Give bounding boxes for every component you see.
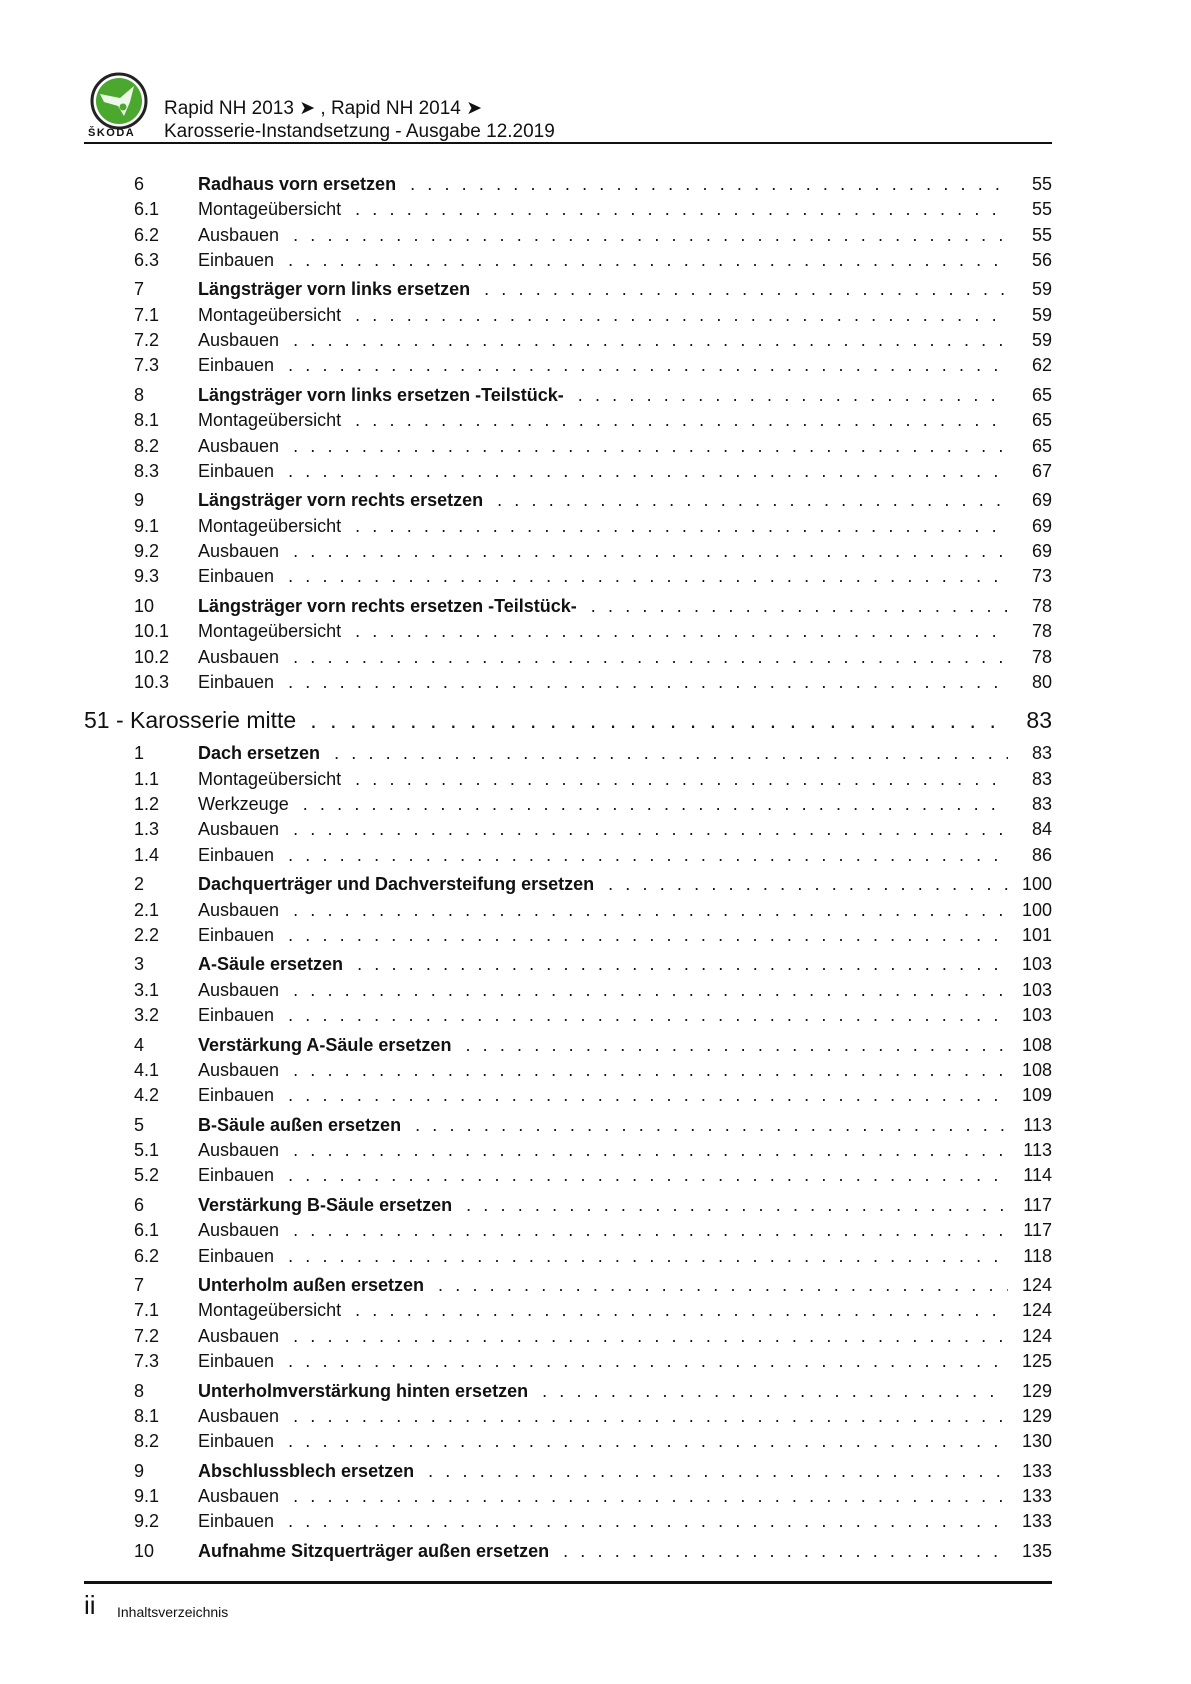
toc-subsection[interactable] — [84, 225, 1052, 250]
toc-subsection[interactable] — [84, 541, 1052, 566]
toc-page: 65 — [1031, 410, 1052, 431]
toc-page: 118 — [1023, 1245, 1052, 1266]
toc-title: Ausbauen — [198, 819, 280, 840]
toc-title: Aufnahme Sitzquerträger außen ersetzen — [198, 1541, 550, 1561]
footer-label: Inhaltsverzeichnis — [117, 1604, 229, 1620]
toc-subsection[interactable] — [84, 1486, 1052, 1511]
toc-num: 9 — [134, 1460, 145, 1481]
toc-page: 117 — [1023, 1220, 1052, 1241]
toc-page: 125 — [1021, 1351, 1052, 1372]
toc-section[interactable] — [84, 954, 1052, 979]
toc-subsection[interactable] — [84, 621, 1052, 646]
toc-page: 113 — [1023, 1114, 1052, 1135]
toc-title: Ausbauen — [198, 979, 280, 1000]
toc-dot-leader — [357, 954, 1008, 975]
toc-num: 7.3 — [134, 355, 160, 376]
footer-divider — [84, 1581, 1052, 1584]
toc-title: Einbauen — [198, 460, 275, 481]
toc-title: Montageübersicht — [198, 768, 342, 789]
toc-page: 55 — [1031, 199, 1052, 220]
toc-dot-leader — [578, 385, 1008, 406]
toc-section[interactable] — [84, 1381, 1052, 1406]
toc-subsection[interactable] — [84, 566, 1052, 591]
toc-num: 9.2 — [134, 541, 160, 562]
toc-page: 135 — [1021, 1541, 1052, 1561]
toc-page: 124 — [1021, 1275, 1052, 1296]
toc-page: 101 — [1021, 924, 1052, 945]
toc-dot-leader — [542, 1381, 1008, 1402]
toc-title: Dach ersetzen — [198, 743, 321, 764]
toc-section[interactable] — [84, 1195, 1052, 1220]
toc-page: 55 — [1031, 224, 1052, 245]
toc-num: 6.2 — [134, 224, 160, 245]
toc-page: 73 — [1031, 566, 1052, 587]
toc-num: 7.1 — [134, 304, 160, 325]
header-divider — [84, 142, 1052, 144]
toc-subsection[interactable] — [84, 1085, 1052, 1110]
toc-dot-leader — [355, 516, 1008, 537]
toc-page: 78 — [1031, 595, 1052, 616]
toc-page: 124 — [1021, 1300, 1052, 1321]
toc-title: Ausbauen — [198, 1140, 280, 1161]
toc-subsection[interactable] — [84, 925, 1052, 950]
toc-num: 8.1 — [134, 410, 160, 431]
toc-num: 10.2 — [134, 646, 170, 667]
brand-name: ŠKODA — [88, 127, 136, 139]
toc-num: 5 — [134, 1114, 145, 1135]
toc-title: Montageübersicht — [198, 621, 342, 642]
toc-dot-leader — [293, 1060, 1008, 1081]
toc-num: 4.2 — [134, 1085, 160, 1106]
toc-subsection[interactable] — [84, 250, 1052, 275]
toc-title: Einbauen — [198, 566, 275, 587]
toc-num: 6 — [134, 174, 145, 194]
toc-num: 7 — [134, 279, 145, 300]
toc-num: 7 — [134, 1275, 145, 1296]
toc-page: 100 — [1021, 899, 1052, 920]
toc-chapter[interactable] — [84, 707, 1052, 739]
toc-title: Verstärkung A-Säule ersetzen — [198, 1034, 452, 1055]
toc-page: 55 — [1031, 174, 1052, 194]
toc-subsection[interactable] — [84, 672, 1052, 697]
toc-subsection[interactable] — [84, 305, 1052, 330]
toc-num: 10.1 — [134, 621, 170, 642]
toc-title: A-Säule ersetzen — [198, 954, 344, 975]
toc-num: 5.1 — [134, 1140, 160, 1161]
toc-num: 3 — [134, 954, 145, 975]
toc-title: Montageübersicht — [198, 1300, 342, 1321]
toc-dot-leader — [293, 1140, 1008, 1161]
toc-num: 6.3 — [134, 249, 160, 270]
toc-num: 2 — [134, 874, 145, 895]
toc-num: 9 — [134, 490, 145, 511]
toc-dot-leader — [355, 769, 1008, 790]
toc-page: 103 — [1021, 954, 1052, 975]
toc-num: 5.2 — [134, 1165, 160, 1186]
toc-dot-leader — [465, 1035, 1008, 1056]
toc-dot-leader — [293, 330, 1008, 351]
toc-section[interactable] — [84, 1541, 1052, 1566]
toc-dot-leader — [293, 647, 1008, 668]
skoda-logo — [90, 72, 148, 130]
toc-dot-leader — [608, 874, 1008, 895]
toc-page: 69 — [1031, 515, 1052, 536]
toc-section[interactable] — [84, 490, 1052, 515]
toc-subsection[interactable] — [84, 647, 1052, 672]
toc-page: 108 — [1021, 1059, 1052, 1080]
toc-title: Einbauen — [198, 844, 275, 865]
toc-dot-leader — [288, 1246, 1008, 1267]
toc-num: 3.2 — [134, 1004, 160, 1025]
toc-title: Ausbauen — [198, 1405, 280, 1426]
toc-subsection[interactable] — [84, 516, 1052, 541]
toc-title: Ausbauen — [198, 646, 280, 667]
header-models: Rapid NH 2013 ➤ , Rapid NH 2014 ➤ — [164, 98, 483, 119]
toc-dot-leader — [288, 672, 1008, 693]
toc-title: Einbauen — [198, 1085, 275, 1106]
toc-title: Abschlussblech ersetzen — [198, 1460, 415, 1481]
toc-num: 9.1 — [134, 1486, 160, 1507]
toc-dot-leader — [288, 1085, 1008, 1106]
toc-title: Unterholmverstärkung hinten ersetzen — [198, 1380, 529, 1401]
footer-page-number: ii — [84, 1590, 96, 1620]
toc-page: 83 — [1026, 707, 1052, 734]
toc-dot-leader — [310, 707, 1008, 734]
toc-title: Einbauen — [198, 1245, 275, 1266]
toc-num: 2.2 — [134, 924, 160, 945]
toc-page: 129 — [1021, 1380, 1052, 1401]
toc-section[interactable] — [84, 174, 1052, 199]
toc-subsection[interactable] — [84, 1165, 1052, 1190]
toc-dot-leader — [355, 621, 1008, 642]
toc-subsection[interactable] — [84, 769, 1052, 794]
toc-subsection[interactable] — [84, 1326, 1052, 1351]
toc-subsection[interactable] — [84, 1246, 1052, 1271]
toc-subsection[interactable] — [84, 1431, 1052, 1456]
toc-num: 4.1 — [134, 1059, 160, 1080]
toc-title: Unterholm außen ersetzen — [198, 1275, 425, 1296]
toc-num: 8 — [134, 1380, 145, 1401]
toc-title: Ausbauen — [198, 899, 280, 920]
toc-section[interactable] — [84, 1115, 1052, 1140]
toc-page: 69 — [1031, 490, 1052, 511]
toc-num: 9.1 — [134, 515, 160, 536]
toc-title: Einbauen — [198, 355, 275, 376]
toc-dot-leader — [293, 1220, 1008, 1241]
toc-dot-leader — [293, 819, 1008, 840]
toc-page: 130 — [1021, 1431, 1052, 1452]
toc-num: 2.1 — [134, 899, 160, 920]
toc-dot-leader — [293, 541, 1008, 562]
toc-page: 114 — [1023, 1165, 1052, 1186]
toc-page: 83 — [1031, 743, 1052, 764]
toc-title: B-Säule außen ersetzen — [198, 1114, 402, 1135]
toc-subsection[interactable] — [84, 1140, 1052, 1165]
toc-subsection[interactable] — [84, 819, 1052, 844]
toc-section[interactable] — [84, 596, 1052, 621]
toc-num: 7.3 — [134, 1351, 160, 1372]
toc-title: Einbauen — [198, 671, 275, 692]
toc-dot-leader — [591, 596, 1008, 617]
toc-title: Werkzeuge — [198, 794, 289, 815]
toc-dot-leader — [466, 1195, 1008, 1216]
toc-page: 84 — [1031, 819, 1052, 840]
toc-title: Ausbauen — [198, 224, 280, 245]
toc-dot-leader — [288, 1431, 1008, 1452]
toc-num: 8.2 — [134, 1431, 160, 1452]
toc-page: 62 — [1031, 355, 1052, 376]
header-title: Karosserie-Instandsetzung - Ausgabe 12.2019 — [164, 121, 555, 142]
toc-page: 133 — [1021, 1511, 1052, 1532]
toc-num: 6.2 — [134, 1245, 160, 1266]
toc-dot-leader — [497, 490, 1008, 511]
toc-dot-leader — [288, 461, 1008, 482]
toc-num: 8.2 — [134, 435, 160, 456]
toc-page: 80 — [1031, 671, 1052, 692]
toc-page: 133 — [1021, 1486, 1052, 1507]
toc-page: 129 — [1021, 1405, 1052, 1426]
toc-subsection[interactable] — [84, 461, 1052, 486]
toc-dot-leader — [293, 900, 1008, 921]
toc-page: 69 — [1031, 541, 1052, 562]
toc-page: 83 — [1031, 768, 1052, 789]
toc-dot-leader — [563, 1541, 1008, 1562]
toc-dot-leader — [438, 1275, 1008, 1296]
toc-title: Längsträger vorn rechts ersetzen — [198, 490, 484, 511]
toc-dot-leader — [355, 410, 1008, 431]
toc-num: 1 — [134, 743, 145, 764]
toc-title: Einbauen — [198, 924, 275, 945]
toc-num: 8 — [134, 384, 145, 405]
toc-num: 4 — [134, 1034, 145, 1055]
toc-dot-leader — [334, 743, 1008, 764]
toc-title: Montageübersicht — [198, 515, 342, 536]
toc-dot-leader — [293, 436, 1008, 457]
toc-title: Montageübersicht — [198, 199, 342, 220]
toc-num: 7.1 — [134, 1300, 160, 1321]
toc-dot-leader — [428, 1461, 1008, 1482]
toc-section[interactable] — [84, 1461, 1052, 1486]
toc-subsection[interactable] — [84, 1351, 1052, 1376]
toc-dot-leader — [484, 279, 1008, 300]
toc-title: Einbauen — [198, 1004, 275, 1025]
toc-title: Ausbauen — [198, 541, 280, 562]
toc-dot-leader — [355, 199, 1008, 220]
toc-page: 78 — [1031, 621, 1052, 642]
toc-title: Einbauen — [198, 1165, 275, 1186]
toc-dot-leader — [288, 1351, 1008, 1372]
toc-section[interactable] — [84, 1035, 1052, 1060]
toc-section[interactable] — [84, 279, 1052, 304]
toc-num: 6.1 — [134, 199, 160, 220]
toc-page: 59 — [1031, 304, 1052, 325]
toc-page: 78 — [1031, 646, 1052, 667]
toc-subsection[interactable] — [84, 1060, 1052, 1085]
toc-num: 7.2 — [134, 330, 160, 351]
toc-dot-leader — [293, 1486, 1008, 1507]
toc-dot-leader — [293, 225, 1008, 246]
toc-page: 103 — [1021, 979, 1052, 1000]
toc-dot-leader — [288, 355, 1008, 376]
toc-num: 10 — [134, 1541, 155, 1561]
toc-subsection[interactable] — [84, 794, 1052, 819]
toc-title: Längsträger vorn links ersetzen -Teilstück- — [198, 384, 564, 405]
toc-subsection[interactable] — [84, 355, 1052, 380]
toc-title: Ausbauen — [198, 1325, 280, 1346]
toc-dot-leader — [355, 1300, 1008, 1321]
toc-page: 124 — [1021, 1325, 1052, 1346]
toc-num: 1.4 — [134, 844, 160, 865]
toc-title: Verstärkung B-Säule ersetzen — [198, 1194, 453, 1215]
toc-subsection[interactable] — [84, 1005, 1052, 1030]
toc-page: 117 — [1023, 1194, 1052, 1215]
toc-num: 8.1 — [134, 1405, 160, 1426]
toc-subsection[interactable] — [84, 410, 1052, 435]
toc-num: 6 — [134, 1194, 145, 1215]
toc-dot-leader — [288, 1165, 1008, 1186]
toc-title: Ausbauen — [198, 1220, 280, 1241]
toc-page: 108 — [1021, 1034, 1052, 1055]
toc-page: 133 — [1021, 1460, 1052, 1481]
toc-page: 86 — [1031, 844, 1052, 865]
toc-title: Dachquerträger und Dachversteifung ersetzen — [198, 874, 595, 895]
toc-title: 51 - Karosserie mitte — [84, 707, 297, 734]
toc-subsection[interactable] — [84, 436, 1052, 461]
toc-num: 1.3 — [134, 819, 160, 840]
toc-section[interactable] — [84, 874, 1052, 899]
toc-section[interactable] — [84, 385, 1052, 410]
toc-dot-leader — [288, 845, 1008, 866]
toc-dot-leader — [288, 566, 1008, 587]
toc-subsection[interactable] — [84, 1220, 1052, 1245]
toc-subsection[interactable] — [84, 1300, 1052, 1325]
toc-subsection[interactable] — [84, 1511, 1052, 1536]
toc-page: 83 — [1031, 794, 1052, 815]
toc-num: 1.2 — [134, 794, 160, 815]
toc-title: Einbauen — [198, 1431, 275, 1452]
toc-num: 8.3 — [134, 460, 160, 481]
toc-dot-leader — [293, 1326, 1008, 1347]
toc-num: 1.1 — [134, 768, 160, 789]
toc-dot-leader — [410, 174, 1008, 195]
toc-dot-leader — [288, 1511, 1008, 1532]
toc-page: 65 — [1031, 435, 1052, 456]
toc-page: 103 — [1021, 1004, 1052, 1025]
toc-num: 7.2 — [134, 1325, 160, 1346]
toc-page: 59 — [1031, 279, 1052, 300]
toc-dot-leader — [415, 1115, 1008, 1136]
toc-page: 109 — [1021, 1085, 1052, 1106]
toc-dot-leader — [293, 1406, 1008, 1427]
toc-title: Einbauen — [198, 249, 275, 270]
toc-title: Längsträger vorn links ersetzen — [198, 279, 471, 300]
toc-page: 113 — [1023, 1140, 1052, 1161]
toc-page: 59 — [1031, 330, 1052, 351]
toc-page: 100 — [1021, 874, 1052, 895]
toc-title: Ausbauen — [198, 435, 280, 456]
toc-page: 56 — [1031, 249, 1052, 270]
toc-title: Ausbauen — [198, 1059, 280, 1080]
toc-subsection[interactable] — [84, 330, 1052, 355]
toc-title: Längsträger vorn rechts ersetzen -Teilstück- — [198, 595, 577, 616]
toc-num: 3.1 — [134, 979, 160, 1000]
toc-title: Ausbauen — [198, 330, 280, 351]
toc-title: Ausbauen — [198, 1486, 280, 1507]
toc-section[interactable] — [84, 1275, 1052, 1300]
toc-subsection[interactable] — [84, 1406, 1052, 1431]
toc-title: Einbauen — [198, 1511, 275, 1532]
toc-dot-leader — [293, 980, 1008, 1001]
toc-subsection[interactable] — [84, 980, 1052, 1005]
toc-subsection[interactable] — [84, 900, 1052, 925]
toc-dot-leader — [288, 250, 1008, 271]
toc-num: 9.3 — [134, 566, 160, 587]
toc-num: 6.1 — [134, 1220, 160, 1241]
toc-num: 10.3 — [134, 671, 170, 692]
toc-title: Montageübersicht — [198, 410, 342, 431]
table-of-contents — [84, 174, 1052, 1566]
toc-title: Einbauen — [198, 1351, 275, 1372]
toc-dot-leader — [303, 794, 1008, 815]
toc-num: 9.2 — [134, 1511, 160, 1532]
toc-num: 10 — [134, 595, 155, 616]
toc-dot-leader — [355, 305, 1008, 326]
toc-page: 65 — [1031, 384, 1052, 405]
toc-section[interactable] — [84, 743, 1052, 768]
toc-title: Montageübersicht — [198, 304, 342, 325]
toc-subsection[interactable] — [84, 845, 1052, 870]
toc-dot-leader — [288, 925, 1008, 946]
toc-subsection[interactable] — [84, 199, 1052, 224]
toc-page: 67 — [1031, 460, 1052, 481]
toc-title: Radhaus vorn ersetzen — [198, 174, 397, 194]
toc-dot-leader — [288, 1005, 1008, 1026]
